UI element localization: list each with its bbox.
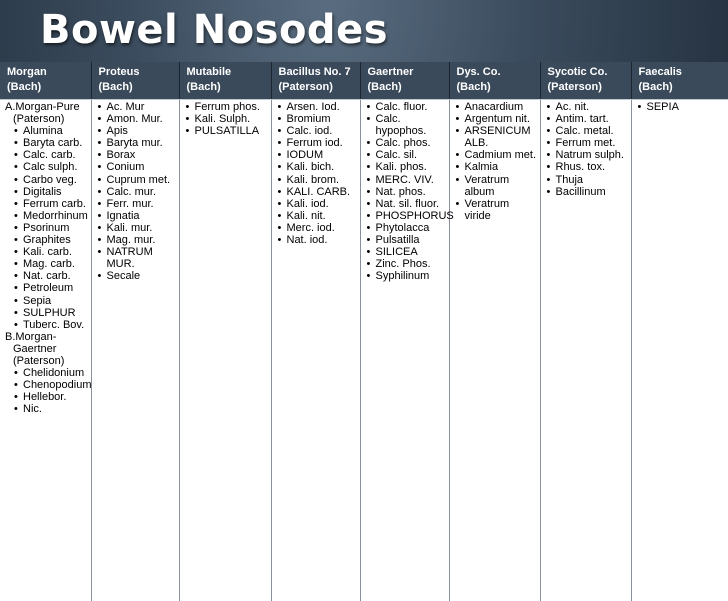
morgan-cell — [0, 100, 91, 601]
nosodes-table — [0, 62, 728, 601]
list-item: • PHOSPHORUS — [366, 210, 446, 222]
list-item: • Rhus. tox. — [546, 161, 628, 173]
list-item: • Mag. carb. — [13, 258, 88, 270]
list-item: • Graphites — [13, 234, 88, 246]
list-item: • Ferrum iod. — [277, 137, 357, 149]
list-item: • MERC. VIV. — [366, 174, 446, 186]
list-item: • IODUM — [277, 149, 357, 161]
list-item: • PULSATILLA — [185, 125, 268, 137]
list-item: • Calc. carb. — [13, 149, 88, 161]
list-item: • Amon. Mur. — [97, 113, 176, 125]
list-item: • Ac. Mur — [97, 101, 176, 113]
list-item: • Thuja — [546, 174, 628, 186]
column-header: Morgan (Bach) — [0, 62, 91, 100]
list-item: • Sepia — [13, 295, 88, 307]
table-header-row — [0, 62, 728, 100]
list-item: • Ignatia — [97, 210, 176, 222]
morgan-group-a-list — [5, 125, 88, 331]
list-item: • Veratrum viride — [455, 198, 537, 222]
list-item: • Mag. mur. — [97, 234, 176, 246]
list-item: • Kali. carb. — [13, 246, 88, 258]
list-item: • Bacillinum — [546, 186, 628, 198]
dysco-list — [455, 101, 537, 222]
mutabile-cell — [179, 100, 271, 601]
list-item: • Nat. phos. — [366, 186, 446, 198]
list-item: • Kali. phos. — [366, 161, 446, 173]
list-item: • KALI. CARB. — [277, 186, 357, 198]
list-item: • Medorrhinum — [13, 210, 88, 222]
list-item: • Alumina — [13, 125, 88, 137]
list-item: • ARSENICUM ALB. — [455, 125, 537, 149]
list-item: • Pulsatilla — [366, 234, 446, 246]
slide-title: Bowel Nosodes — [40, 2, 388, 58]
sycotic-cell — [540, 100, 631, 601]
list-item: • Secale — [97, 270, 176, 282]
list-item: • SULPHUR — [13, 307, 88, 319]
faecalis-cell — [631, 100, 728, 601]
list-item: • Petroleum — [13, 282, 88, 294]
list-item: • Cadmium met. — [455, 149, 537, 161]
sycotic-list — [546, 101, 628, 198]
column-header: Gaertner (Bach) — [360, 62, 449, 100]
list-item: • Tuberc. Bov. — [13, 319, 88, 331]
list-item: • Chenopodium — [13, 379, 88, 391]
list-item: • Calc. hypophos. — [366, 113, 446, 137]
list-item: • Merc. iod. — [277, 222, 357, 234]
list-item: • Ac. nit. — [546, 101, 628, 113]
list-item: • Ferrum phos. — [185, 101, 268, 113]
list-item: • Syphilinum — [366, 270, 446, 282]
list-item: • Veratrum album — [455, 174, 537, 198]
list-item: • Natrum sulph. — [546, 149, 628, 161]
proteus-cell — [91, 100, 179, 601]
list-item: • Bromium — [277, 113, 357, 125]
list-item: • Apis — [97, 125, 176, 137]
list-item: • Kali. mur. — [97, 222, 176, 234]
column-header: Bacillus No. 7 (Paterson) — [271, 62, 360, 100]
list-item: • Nat. iod. — [277, 234, 357, 246]
column-header: Dys. Co. (Bach) — [449, 62, 540, 100]
list-item: • Kali. brom. — [277, 174, 357, 186]
list-item: • Argentum nit. — [455, 113, 537, 125]
list-item: • Anacardium — [455, 101, 537, 113]
morgan-group-b-label: B.Morgan-Gaertner (Paterson) — [5, 331, 88, 367]
list-item: • Calc. sil. — [366, 149, 446, 161]
list-item: • Ferr. mur. — [97, 198, 176, 210]
list-item: • Ferrum carb. — [13, 198, 88, 210]
gaertner-list — [366, 101, 446, 282]
list-item: • Digitalis — [13, 186, 88, 198]
column-header: Faecalis (Bach) — [631, 62, 728, 100]
list-item: • Baryta carb. — [13, 137, 88, 149]
morgan-group-a-label: A.Morgan-Pure (Paterson) — [5, 101, 88, 125]
list-item: • Calc. mur. — [97, 186, 176, 198]
list-item: • Ferrum met. — [546, 137, 628, 149]
list-item: • Kalmia — [455, 161, 537, 173]
list-item: • Psorinum — [13, 222, 88, 234]
list-item: • Conium — [97, 161, 176, 173]
list-item: • Cuprum met. — [97, 174, 176, 186]
list-item: • Zinc. Phos. — [366, 258, 446, 270]
column-header: Sycotic Co. (Paterson) — [540, 62, 631, 100]
list-item: • Calc. fluor. — [366, 101, 446, 113]
list-item: • Calc. phos. — [366, 137, 446, 149]
table-body-row — [0, 100, 728, 601]
list-item: • Nic. — [13, 403, 88, 415]
list-item: • Kali. nit. — [277, 210, 357, 222]
list-item: • Baryta mur. — [97, 137, 176, 149]
list-item: • Arsen. Iod. — [277, 101, 357, 113]
list-item: • Antim. tart. — [546, 113, 628, 125]
list-item: • Calc sulph. — [13, 161, 88, 173]
proteus-list — [97, 101, 176, 282]
bacillus7-cell — [271, 100, 360, 601]
mutabile-list — [185, 101, 268, 137]
list-item: • Nat. sil. fluor. — [366, 198, 446, 210]
list-item: • Chelidonium — [13, 367, 88, 379]
list-item: • Kali. Sulph. — [185, 113, 268, 125]
list-item: • Carbo veg. — [13, 174, 88, 186]
column-header: Proteus (Bach) — [91, 62, 179, 100]
column-header: Mutabile (Bach) — [179, 62, 271, 100]
gaertner-cell — [360, 100, 449, 601]
list-item: • SILICEA — [366, 246, 446, 258]
list-item: • Hellebor. — [13, 391, 88, 403]
bacillus7-list — [277, 101, 357, 246]
list-item: • SEPIA — [637, 101, 726, 113]
list-item: • Calc. iod. — [277, 125, 357, 137]
list-item: • Calc. metal. — [546, 125, 628, 137]
dysco-cell — [449, 100, 540, 601]
list-item: • Phytolacca — [366, 222, 446, 234]
list-item: • Nat. carb. — [13, 270, 88, 282]
list-item: • NATRUM MUR. — [97, 246, 176, 270]
list-item: • Kali. bich. — [277, 161, 357, 173]
list-item: • Kali. iod. — [277, 198, 357, 210]
morgan-group-b-list — [5, 367, 88, 415]
list-item: • Borax — [97, 149, 176, 161]
faecalis-list — [637, 101, 726, 113]
